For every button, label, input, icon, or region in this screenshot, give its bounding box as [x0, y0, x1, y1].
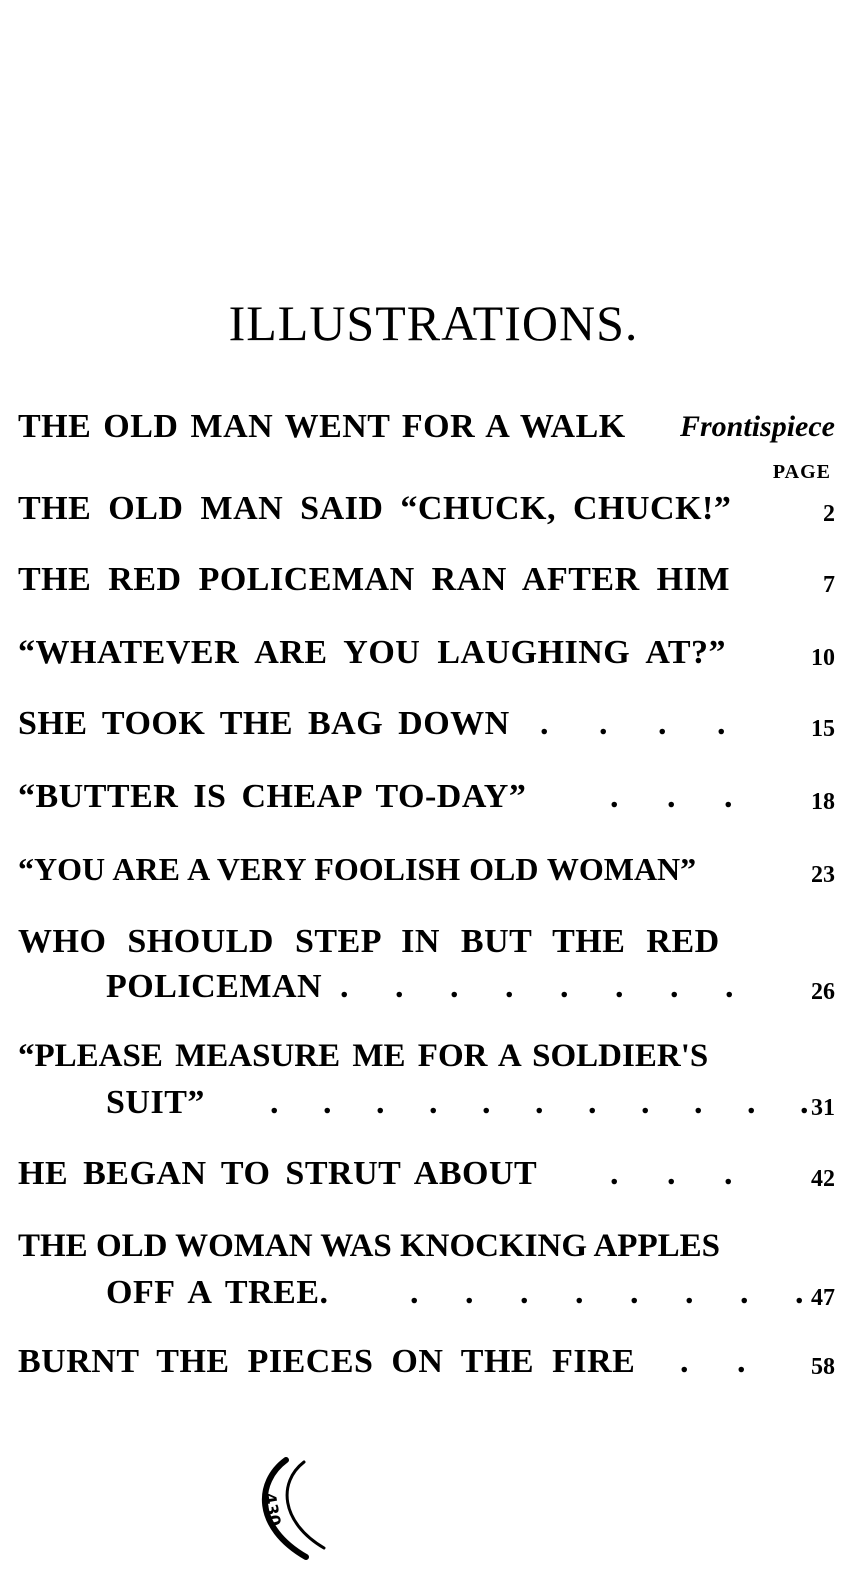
library-stamp-icon — [246, 1452, 336, 1562]
list-item-page: 31 — [811, 1095, 835, 1121]
list-item-page: 58 — [811, 1354, 835, 1380]
list-item-title: WHO SHOULD STEP IN BUT THE RED — [18, 923, 720, 960]
list-item-page: 42 — [811, 1166, 835, 1192]
svg-text:430: 430 — [260, 1491, 285, 1528]
list-item-page: 26 — [811, 979, 835, 1005]
list-item-page: 23 — [811, 862, 835, 888]
page-title: ILLUSTRATIONS. — [228, 295, 639, 351]
list-item-page: Frontispiece — [680, 410, 835, 443]
list-item-title: THE RED POLICEMAN RAN AFTER HIM — [18, 561, 730, 598]
list-item-title: “BUTTER IS CHEAP TO-DAY” — [18, 778, 527, 815]
list-item-title: SHE TOOK THE BAG DOWN — [18, 705, 510, 742]
page-column-label: PAGE — [772, 461, 831, 483]
list-item-page: 7 — [823, 572, 835, 598]
list-item-page: 15 — [811, 716, 835, 742]
list-item-title: THE OLD WOMAN WAS KNOCKING APPLES — [18, 1228, 720, 1264]
leader-dots: . . . . . . . . . . . — [270, 1084, 809, 1121]
leader-dots: . . . — [610, 1155, 733, 1192]
leader-dots: . . . . . . . . — [410, 1274, 804, 1311]
list-item-title: “WHATEVER ARE YOU LAUGHING AT?” — [18, 634, 727, 671]
list-item-title: HE BEGAN TO STRUT ABOUT — [18, 1155, 538, 1192]
list-item-page: 10 — [811, 645, 835, 671]
list-item-title: THE OLD MAN WENT FOR A WALK — [18, 408, 626, 445]
list-item-title: “PLEASE MEASURE ME FOR A SOLDIER'S — [18, 1038, 709, 1074]
list-item-title: BURNT THE PIECES ON THE FIRE — [18, 1343, 636, 1380]
leader-dots: . . . . . . . . — [340, 968, 734, 1005]
list-item-page: 18 — [811, 789, 835, 815]
list-item-title: THE OLD MAN SAID “CHUCK, CHUCK!” — [18, 490, 732, 527]
list-item-title-continued: OFF A TREE. — [106, 1274, 329, 1311]
leader-dots: . . — [680, 1343, 746, 1380]
leader-dots: . . . . — [540, 705, 726, 742]
list-item-title-continued: POLICEMAN — [106, 968, 323, 1005]
list-item-title-continued: SUIT” — [106, 1084, 205, 1121]
list-item-page: 47 — [811, 1285, 835, 1311]
list-item-page: 2 — [823, 501, 835, 527]
leader-dots: . . . — [610, 778, 733, 815]
list-item-title: “YOU ARE A VERY FOOLISH OLD WOMAN” — [18, 851, 697, 887]
